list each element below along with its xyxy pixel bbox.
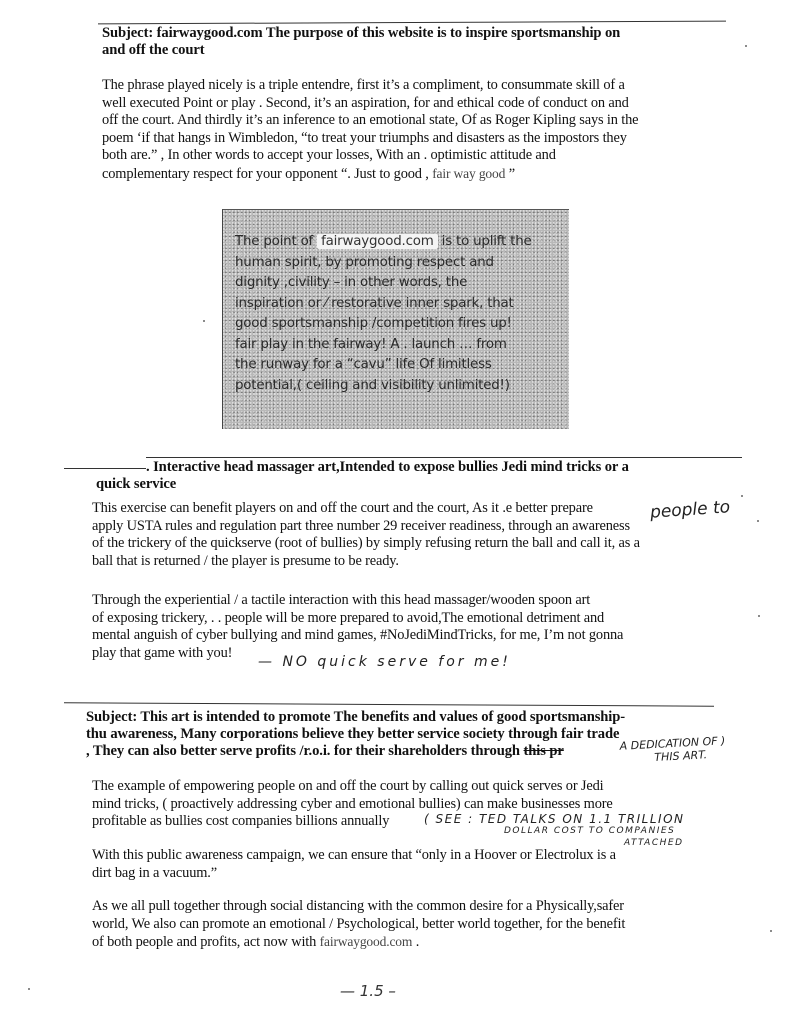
struck-text: this pr <box>523 743 564 759</box>
scan-speck <box>757 520 759 522</box>
dedication-line1: A DEDICATION OF ) <box>619 734 726 753</box>
handwritten-note-no-quick-serve: — NO quick serve for me! <box>258 654 511 670</box>
paragraph-line: dirt bag in a vacuum.” <box>92 864 217 881</box>
paragraph-line-text: of both people and profits, act now with <box>92 934 317 950</box>
paragraph-line: The phrase played nicely is a triple entendre, first it’s a compliment, to consummate skill of a <box>102 77 625 93</box>
website-link[interactable]: fairwaygood.com <box>319 934 413 949</box>
close-quote: ” <box>508 165 515 182</box>
section2-subject-line2: quick service <box>96 476 177 492</box>
quote-line-suffix: is to uplift the <box>441 234 532 249</box>
quote-line: potential,( ceiling and visibility unlimited!) <box>235 377 510 393</box>
ted-note-line1: ( SEE : TED TALKS ON 1.1 TRILLION <box>424 812 685 826</box>
quote-line: inspiration or ⁄ restorative inner spark, that <box>235 295 514 311</box>
section3-paragraph3 <box>92 898 625 952</box>
paragraph-line: off the court. And thirdly it’s an inference to an emotional state, Of as Roger Kipling says in the <box>102 112 639 128</box>
paragraph-line: Through the experiential / a tactile interaction with this head massager/wooden spoon art <box>92 592 591 608</box>
ted-note-line3: ATTACHED <box>624 838 684 848</box>
paragraph-line: play that game with you! <box>92 644 233 661</box>
closing-punctuation: . <box>412 934 420 950</box>
handwritten-note-people-to: people to <box>649 497 731 523</box>
paragraph-line: mind tricks, ( proactively addressing cyber and emotional bullies) can make businesses more <box>92 795 613 812</box>
section2-paragraph1 <box>92 500 640 570</box>
section3-subject-line3-text: , They can also better serve profits /r.o.i. for their shareholders through <box>86 743 520 759</box>
handwritten-ted-talks-note <box>424 813 685 849</box>
section2-paragraph2 <box>92 592 623 662</box>
paragraph-line-last <box>92 933 625 952</box>
highlighted-quote-box <box>222 209 569 429</box>
quote-line: human spirit, by promoting respect and <box>235 254 494 270</box>
section1-divider <box>98 21 726 25</box>
section1-paragraph <box>102 77 638 183</box>
paragraph-line-last <box>102 165 638 184</box>
section1-subject-line2: and off the court <box>102 42 205 58</box>
section3-subject <box>86 709 625 760</box>
scan-speck <box>203 320 205 322</box>
paragraph-line: poem ‘if that hangs in Wimbledon, “to treat your triumphs and disasters as the impostors they <box>102 129 627 146</box>
scan-speck <box>770 930 772 932</box>
fair-way-good-phrase: fair way good <box>432 165 506 181</box>
quote-line: fair play in the fairway! A . launch … from <box>235 336 507 352</box>
quote-line-prefix: The point of <box>235 234 314 249</box>
paragraph-line: apply USTA rules and regulation part three number 29 receiver readiness, through an awareness <box>92 517 630 534</box>
quote-line: dignity ,civility – in other words, the <box>235 275 468 290</box>
section1-subject-line1: Subject: fairwaygood.com The purpose of this website is to inspire sportsmanship on <box>102 25 621 41</box>
quote-line: good sportsmanship /competition fires up! <box>235 316 512 331</box>
handwritten-dedication <box>619 734 726 765</box>
paragraph-line: of exposing trickery, . . people will be more prepared to avoid,The emotional detriment and <box>92 609 605 626</box>
scan-speck <box>745 45 747 47</box>
page-number: — 1.5 – <box>340 982 396 1000</box>
paragraph-line-text: complementary respect for your opponent “. Just to good , <box>102 165 429 182</box>
paragraph-line: of the trickery of the quickserve (root of bullies) by simply refusing return the ball and call it, as a <box>92 535 640 551</box>
paragraph-line: The example of empowering people on and off the court by calling out quick serves or Jedi <box>92 778 604 794</box>
dedication-line2: THIS ART. <box>654 748 708 764</box>
paragraph-line: With this public awareness campaign, we can ensure that “only in a Hoover or Electrolux is a <box>92 847 616 863</box>
section2-divider <box>146 457 742 458</box>
ted-note-line2: DOLLAR COST TO COMPANIES <box>504 826 676 836</box>
section2-subject-line1: . Interactive head massager art,Intended to expose bullies Jedi mind tricks or a <box>146 459 629 475</box>
scan-speck <box>28 988 30 990</box>
website-chip: fairwaygood.com <box>317 234 437 249</box>
section3-subject-line1: Subject: This art is intended to promote The benefits and values of good sportsmanship- <box>86 709 626 725</box>
section3-subject-line2: thu awareness, Many corporations believe they better service society through fair trade <box>86 726 620 742</box>
quote-line: the runway for a “cavu” life Of limitless <box>235 357 492 372</box>
paragraph-line: As we all pull together through social distancing with the common desire for a Physically,safer <box>92 898 624 914</box>
paragraph-line: world, We also can promote an emotional / Psychological, better world together, for the benefit <box>92 915 626 932</box>
section2-subject <box>96 459 629 493</box>
section3-paragraph2 <box>92 847 616 882</box>
paragraph-line: both are.” , In other words to accept your losses, With an . optimistic attitude and <box>102 147 556 163</box>
scan-speck <box>758 615 760 617</box>
paragraph-line: well executed Point or play . Second, it’s an aspiration, for and ethical code of conduct on and <box>102 94 629 111</box>
section1-subject <box>102 25 620 59</box>
paragraph-line: profitable as bullies cost companies billions annually <box>92 813 390 829</box>
section3-subject-line3 <box>86 743 625 760</box>
quote-box-text <box>235 232 563 396</box>
paragraph-line: mental anguish of cyber bullying and mind games, #NoJediMindTricks, for me, I’m not gonna <box>92 627 624 643</box>
quote-line-1 <box>235 232 563 253</box>
paragraph-line: ball that is returned / the player is presume to be ready. <box>92 552 399 569</box>
paragraph-line: This exercise can benefit players on and off the court and the court, As it .e better prepare <box>92 500 593 516</box>
scan-speck <box>741 495 743 497</box>
section3-divider <box>64 702 714 706</box>
